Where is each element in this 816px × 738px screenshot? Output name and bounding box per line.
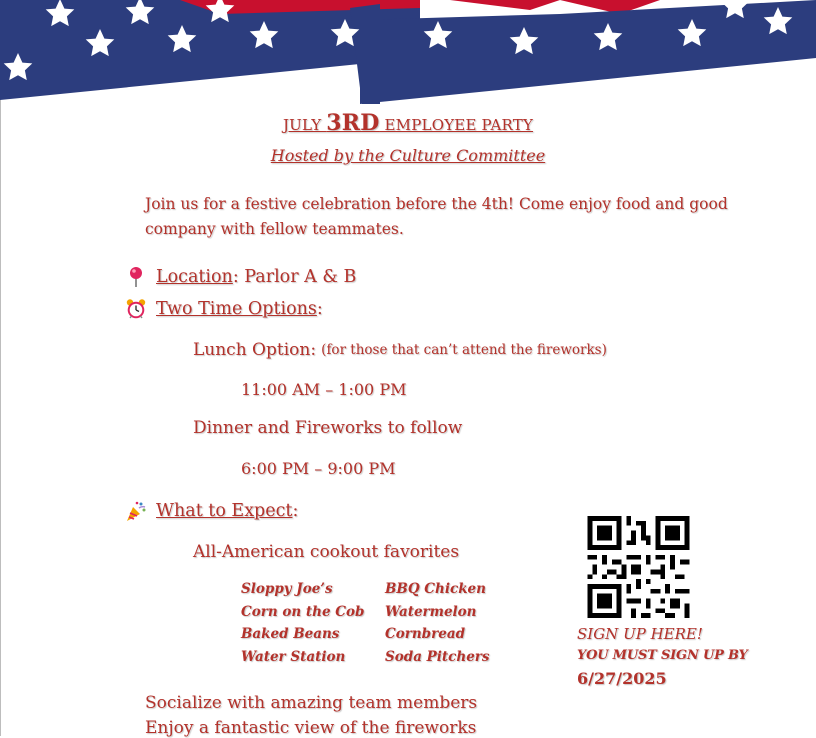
menu-item: Water Station — [241, 648, 346, 665]
bullet-socialize: Socialize with amazing team members — [145, 693, 478, 713]
time-options-colon: : — [316, 299, 323, 319]
dinner-time: 6:00 PM – 9:00 PM — [241, 459, 396, 478]
lunch-option-note: (for those that can’t attend the fireworks) — [321, 342, 607, 358]
alarm-clock-icon — [125, 298, 147, 320]
flag-banner — [0, 0, 816, 110]
time-options-row — [125, 298, 323, 320]
menu-item: BBQ Chicken — [385, 581, 486, 597]
time-options-label: Two Time Options — [156, 299, 317, 319]
party-popper-icon — [125, 500, 147, 522]
signup-deadline-date: 6/27/2025 — [577, 669, 667, 688]
menu-item: Baked Beans — [241, 626, 340, 642]
menu-item: Watermelon — [385, 603, 477, 620]
location-label: Location — [156, 267, 233, 287]
cookout-heading: All-American cookout favorites — [193, 542, 460, 562]
title-emphasis: 3RD — [326, 110, 380, 136]
title-prefix: JULY — [282, 116, 327, 134]
pushpin-icon — [125, 266, 147, 288]
page-subtitle: Hosted by the Culture Committee — [270, 146, 546, 165]
lunch-time: 11:00 AM – 1:00 PM — [241, 380, 407, 399]
what-to-expect-label: What to Expect — [156, 501, 293, 521]
menu-item: Sloppy Joe’s — [241, 581, 333, 597]
what-to-expect-row — [125, 500, 298, 522]
dinner-option-label: Dinner and Fireworks to follow — [193, 418, 463, 438]
intro-paragraph: Join us for a festive celebration before the 4th! Come enjoy food and good company with fellow teammates. — [145, 195, 728, 238]
location-row — [125, 266, 356, 288]
signup-deadline-label: YOU MUST SIGN UP BY — [577, 648, 748, 663]
menu-item: Corn on the Cob — [241, 603, 365, 620]
menu-item: Soda Pitchers — [385, 648, 490, 665]
bullet-fireworks: Enjoy a fantastic view of the fireworks — [145, 718, 477, 738]
qr-code-icon[interactable] — [586, 516, 691, 618]
menu-item: Cornbread — [385, 626, 466, 642]
page-title — [0, 110, 816, 136]
what-to-expect-colon: : — [292, 501, 299, 521]
lunch-option-label: Lunch Option — [193, 340, 311, 360]
lunch-option-row — [193, 340, 607, 360]
location-value: : Parlor A & B — [232, 267, 357, 287]
menu-column-right — [385, 581, 490, 671]
title-suffix: EMPLOYEE PARTY — [379, 116, 534, 134]
signup-link[interactable]: SIGN UP HERE! — [577, 625, 703, 643]
menu-column-left — [241, 581, 364, 671]
lunch-option-colon: : — [310, 340, 317, 360]
